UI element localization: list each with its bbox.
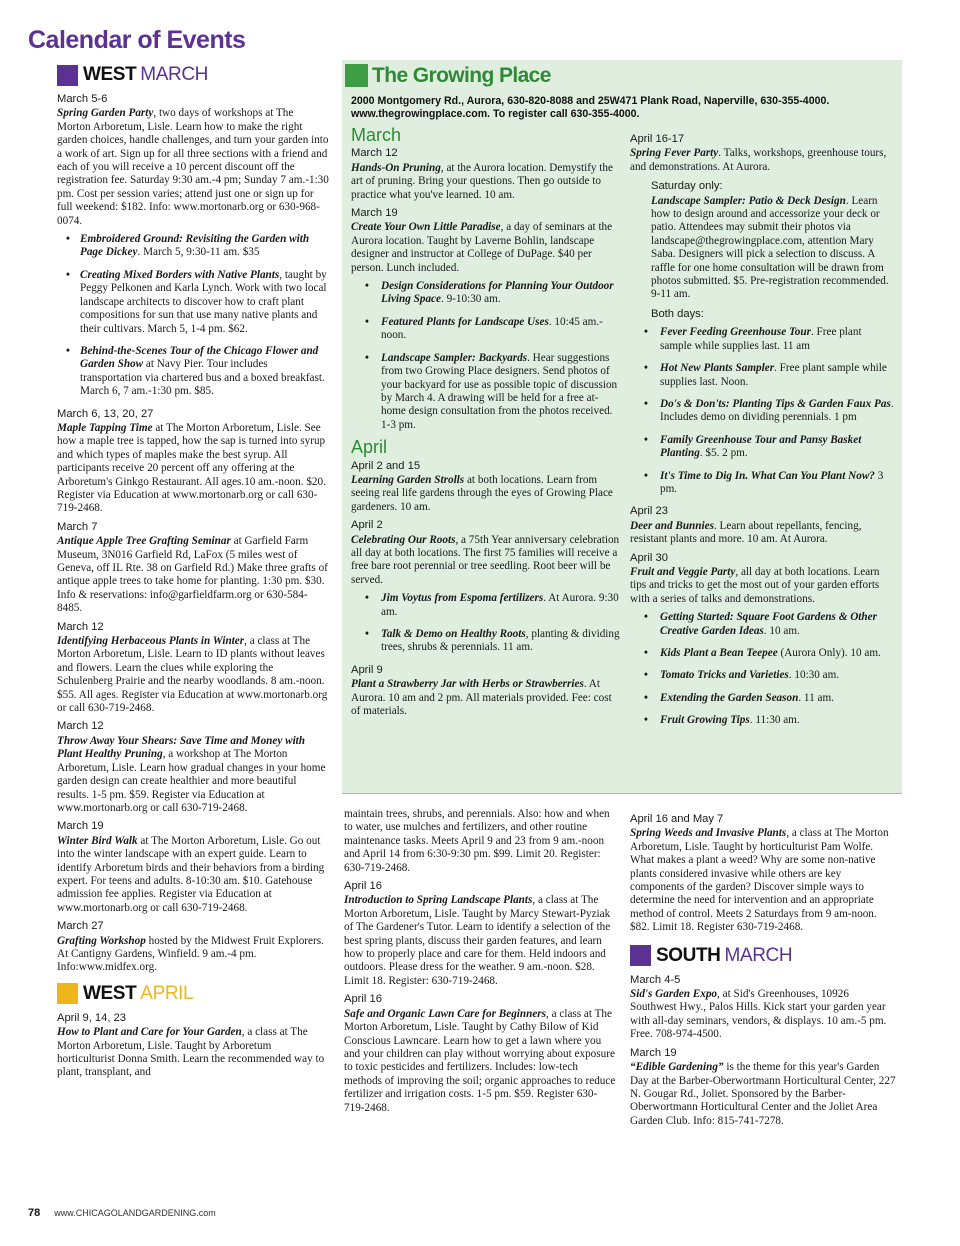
event-date: March 27 bbox=[57, 920, 104, 933]
section-region: SOUTH bbox=[656, 944, 721, 966]
event-date: April 2 bbox=[351, 519, 383, 532]
event-description bbox=[57, 1026, 329, 1080]
bullet-title: Jim Voytus from Espoma fertilizers bbox=[381, 592, 544, 605]
event-description bbox=[344, 894, 616, 988]
event-text: is the theme for this year's Garden Day at the Barber-Oberwortmann Horticultural Center, 227 N. Gougar Rd., Joliet. Sponsored by the Barber-Oberwortmann Horticultural Center and the Joliet Area Garden Club. Info: 815-741-7278. bbox=[630, 1061, 896, 1127]
event-title: Safe and Organic Lawn Care for Beginners bbox=[344, 1007, 547, 1020]
west-column bbox=[57, 62, 329, 1080]
growing-place-april-events bbox=[351, 460, 623, 719]
event-text: , a class at The Morton Arboretum, Lisle. Taught by Marcy Stewart-Pyziak of The Gardener's Tutor. Learn to identify a selection of the best spring plants, discuss their garden features, and learn how to properly place and care for them. Held indoors and outdoors. Please dress for the weather. 9 am.-noon. $28. Limit 18. Register: 630-719-2468. bbox=[344, 894, 611, 987]
growing-place-april-right-events bbox=[630, 133, 894, 174]
section-square-icon bbox=[630, 945, 651, 966]
event-text: , a day of seminars at the Aurora location. Taught by Laverne Bohlin, landscape designer and instructor at College of DuPage. $40 per person. Lunch included. bbox=[351, 221, 613, 274]
page-number: 78 bbox=[28, 1207, 41, 1219]
bullet-text: (Aurora Only). 10 am. bbox=[777, 647, 881, 659]
event-description bbox=[351, 162, 623, 202]
bullet-text: . Free plant sample while supplies last. 11 am bbox=[660, 326, 862, 352]
month-heading-april: April bbox=[351, 437, 388, 458]
bullet-title: Extending the Garden Season bbox=[660, 691, 799, 704]
event-date: March 7 bbox=[57, 520, 98, 533]
event-title: Celebrating Our Roots bbox=[351, 533, 456, 546]
bullet-item bbox=[630, 669, 894, 682]
west-april-events-continued bbox=[630, 813, 898, 935]
bullet-text: . 9-10:30 am. bbox=[440, 293, 501, 306]
bullet-title: Kids Plant a Bean Teepee bbox=[660, 647, 778, 659]
west-april-events bbox=[57, 1012, 329, 1080]
section-square-icon bbox=[57, 65, 78, 86]
bullet-item bbox=[351, 280, 623, 307]
event-description bbox=[351, 678, 623, 718]
middle-column bbox=[344, 808, 616, 1115]
event-text: . At Aurora. 10 am and 2 pm. All materials provided. Fee: cost of materials. bbox=[351, 678, 612, 718]
month-heading-march: March bbox=[351, 125, 402, 145]
bullet-item bbox=[630, 611, 894, 638]
event-description bbox=[57, 422, 329, 516]
bullet-item bbox=[351, 352, 623, 432]
event-title: Learning Garden Strolls bbox=[351, 473, 465, 486]
event-date: March 19 bbox=[57, 820, 104, 833]
event-title: Plant a Strawberry Jar with Herbs or Strawberries bbox=[351, 678, 584, 691]
bullet-item bbox=[630, 714, 894, 727]
event-bullet-list bbox=[351, 592, 623, 655]
south-march-events bbox=[630, 974, 898, 1128]
bullet-title: Creating Mixed Borders with Native Plants bbox=[80, 268, 280, 281]
event-text: maintain trees, shrubs, and perennials. Also: how and when to water, use mulches and fertilizers, and other routine maintenance tasks. Meets April 9 and 23 from 9 am.-noon and April 14 from 6:30-9:30 pm. $99. Limit 20. Register: 630-719-2468. bbox=[344, 808, 610, 874]
west-april-events-continued bbox=[344, 808, 616, 1115]
event-title: Create Your Own Little Paradise bbox=[351, 221, 501, 234]
event-title: Introduction to Spring Landscape Plants bbox=[344, 894, 533, 907]
saturday-event bbox=[651, 195, 894, 302]
growing-place-column-left bbox=[351, 127, 623, 718]
section-month: APRIL bbox=[140, 983, 194, 1005]
event-bullet-list bbox=[630, 611, 894, 727]
event-title: Identifying Herbaceous Plants in Winter bbox=[57, 635, 245, 648]
growing-place-title: The Growing Place bbox=[372, 64, 551, 87]
bullet-title: Family Greenhouse Tour and Pansy Basket Planting bbox=[660, 433, 862, 460]
bullet-item bbox=[630, 326, 894, 353]
event-description bbox=[57, 107, 329, 228]
bullet-item bbox=[57, 269, 329, 336]
event-date: April 16 bbox=[344, 880, 382, 893]
page-footer bbox=[28, 1207, 216, 1219]
event-text: at both locations. Learn from seeing real life gardens through the eyes of Growing Place gardeners. 10 am. bbox=[351, 473, 613, 513]
bullet-item bbox=[630, 362, 894, 389]
event-title: How to Plant and Care for Your Garden bbox=[57, 1026, 242, 1039]
event-date: April 9 bbox=[351, 663, 383, 676]
bullet-text: . 10 am. bbox=[763, 624, 800, 637]
event-title: “Edible Gardening” bbox=[630, 1061, 724, 1074]
event-description bbox=[344, 1008, 616, 1115]
bullet-text: , taught by Peggy Pelkonen and Karla Lynch. Work with two local landscape architects to discover how to craft plant compositions for sun that use many native plants and their cultivars. March 5, 1-4 pm. $62. bbox=[80, 268, 327, 335]
bullet-text: , planting & dividing trees, shrubs & perennials. 11 am. bbox=[381, 628, 620, 654]
event-description bbox=[630, 566, 894, 606]
event-description bbox=[57, 635, 329, 715]
bullet-title: Fruit Growing Tips bbox=[660, 714, 750, 727]
bullet-title: Fever Feeding Greenhouse Tour bbox=[660, 326, 811, 339]
bullet-text: . Hear suggestions from two Growing Place designers. Send photos of your backyard for use as possible topic of discussion by March 4. A drawing will be held for a free at-home design consultation from the photos received. 1-3 pm. bbox=[381, 351, 618, 431]
bullet-item bbox=[351, 592, 623, 619]
event-date: April 9, 14, 23 bbox=[57, 1011, 127, 1024]
event-title: Antique Apple Tree Grafting Seminar bbox=[57, 535, 231, 548]
event-title: Spring Fever Party bbox=[630, 147, 719, 160]
event-title: Spring Garden Party bbox=[57, 107, 154, 120]
bullet-title: Talk & Demo on Healthy Roots bbox=[381, 628, 526, 640]
bullet-title: Embroidered Ground: Revisiting the Garden with Page Dickey bbox=[80, 233, 310, 259]
event-title: Maple Tapping Time bbox=[57, 421, 153, 434]
event-date: April 30 bbox=[630, 551, 668, 564]
event-date: March 5-6 bbox=[57, 93, 108, 105]
bullet-item bbox=[630, 647, 894, 660]
bullet-item bbox=[630, 470, 894, 497]
west-march-events bbox=[57, 93, 329, 975]
bullet-text: . March 5, 9:30-11 am. $35 bbox=[137, 246, 260, 259]
event-text: , a class at The Morton Arboretum, Lisle. Taught by horticulturist Pam Wolfe. What makes a plant a weed? Why are some non-native plants considered invasive while others are key components of the garden? Discover simple ways to determine the need for intervention and an appropriate method of control. Meets 2 Saturdays from 9 am-noon. $82. Limit 18. Register 630-719-2468. bbox=[630, 827, 889, 934]
both-days-label: Both days: bbox=[651, 307, 704, 320]
bullet-text: 3 pm. bbox=[660, 469, 884, 495]
event-date: March 12 bbox=[351, 147, 398, 160]
event-description bbox=[57, 735, 329, 815]
bullet-title: Design Considerations for Planning Your Outdoor Living Space bbox=[381, 280, 614, 306]
event-title: Deer and Bunnies bbox=[630, 519, 714, 532]
event-title: Winter Bird Walk bbox=[57, 834, 138, 847]
event-description bbox=[630, 520, 894, 547]
event-description bbox=[57, 835, 329, 915]
event-description bbox=[57, 935, 329, 975]
event-date: April 16-17 bbox=[630, 133, 685, 145]
bullet-text: . 10:45 am.-noon. bbox=[381, 315, 603, 342]
event-text: , all day at both locations. Learn tips and tricks to get the most out of your garden efforts with a series of talks and demonstrations. bbox=[630, 565, 880, 605]
event-text: hosted by the Midwest Fruit Explorers. At Cantigny Gardens, Winfield. 9 am.-4 pm. Info:www.midfex.org. bbox=[57, 934, 324, 974]
event-title: Hands-On Pruning bbox=[351, 161, 441, 174]
event-date: April 23 bbox=[630, 505, 668, 518]
bullet-title: Do's & Don'ts: Planting Tips & Garden Faux Pas bbox=[660, 397, 891, 410]
west-april-header bbox=[57, 981, 329, 1007]
growing-place-march-events bbox=[351, 147, 623, 432]
event-description bbox=[344, 808, 616, 875]
bullet-title: Featured Plants for Landscape Uses bbox=[381, 315, 549, 328]
event-bullet-list bbox=[351, 280, 623, 432]
event-date: March 12 bbox=[57, 720, 104, 733]
bullet-title: Landscape Sampler: Backyards bbox=[381, 351, 528, 364]
event-description bbox=[351, 221, 623, 275]
event-description bbox=[630, 827, 898, 934]
section-month: MARCH bbox=[140, 64, 208, 86]
bullet-item bbox=[630, 434, 894, 461]
section-square-icon bbox=[57, 983, 78, 1004]
section-square-icon bbox=[345, 64, 368, 87]
bullet-text: at Navy Pier. Tour includes transportation via chartered bus and a boxed breakfast. March 6, 7 am.-1:30 pm. $85. bbox=[80, 358, 325, 398]
bullet-title: Behind-the-Scenes Tour of the Chicago Flower and Garden Show bbox=[80, 344, 319, 371]
event-date: March 6, 13, 20, 27 bbox=[57, 407, 154, 420]
event-text: , a 75th Year anniversary celebration all day at both locations. The first 75 families will receive a free bare root perennial or tree seedling. Root beer will be served. bbox=[351, 533, 620, 586]
event-text: . Learn how to design around and accessorize your deck or patio. Attendees may submit their photos via landscape@thegrowingplace.com, attention Mary Saba. Designers will pick a selection to discuss. A raffle for one home consultation will be drawn from photos submitted. $5. Pre-registration recommended. 9-11 am. bbox=[651, 194, 889, 301]
event-date: March 12 bbox=[57, 620, 104, 633]
growing-place-april-right-more bbox=[630, 505, 894, 727]
growing-place-box bbox=[342, 60, 902, 794]
event-description bbox=[351, 474, 623, 514]
saturday-only-label: Saturday only: bbox=[651, 180, 723, 193]
bullet-item bbox=[351, 316, 623, 343]
west-march-header bbox=[57, 62, 329, 88]
south-march-header bbox=[630, 943, 898, 969]
event-text: , at Sid's Greenhouses, 10926 Southwest Hwy., Palos Hills. Kick start your garden year with all-day seminars, vendors, & displays. 10 am.-5 pm. Free. 708-974-4500. bbox=[630, 988, 887, 1041]
bullet-text: . Includes demo on dividing perennials. 1 pm bbox=[660, 397, 894, 424]
bullet-item bbox=[57, 345, 329, 399]
bullet-item bbox=[630, 692, 894, 705]
bullet-title: Tomato Tricks and Varieties bbox=[660, 669, 789, 682]
event-date: April 16 and May 7 bbox=[630, 813, 724, 825]
bullet-text: . 11:30 am. bbox=[749, 714, 800, 727]
page-title: Calendar of Events bbox=[28, 26, 246, 54]
event-title: Landscape Sampler: Patio & Deck Design bbox=[651, 194, 846, 207]
bullet-item bbox=[630, 398, 894, 425]
right-column bbox=[630, 808, 898, 1128]
bullet-text: . $5. 2 pm. bbox=[699, 447, 748, 460]
growing-place-column-right bbox=[630, 128, 894, 737]
event-description bbox=[57, 535, 329, 615]
event-text: at The Morton Arboretum, Lisle. See how a maple tree is tapped, how the sap is turned into syrup and which types of maples make the best syrup. All participants receive 20 percent off any offering at the Arboretum's Ginkgo Restaurant. All ages.10 am.-noon. $20. Register via Education at www.mortonarb.org or call 630-719-2468. bbox=[57, 421, 326, 515]
growing-place-address: 2000 Montgomery Rd., Aurora, 630-820-8088 and 25W471 Plank Road, Naperville, 630-355-4000. www.thegrowingplace.com. To register call 630-355-4000. bbox=[351, 95, 830, 120]
event-bullet-list bbox=[57, 233, 329, 398]
event-text: at Garfield Farm Museum, 3N016 Garfield Rd, LaFox (5 miles west of Geneva, off IL Rte. 38 on Garfield Rd.) Make three grafts of antique apple trees to take home for planting. 1:30 pm. $30. Info & reservations: info@garfieldfarm.org or 630-584-8485. bbox=[57, 535, 328, 615]
event-description bbox=[630, 988, 898, 1042]
event-text: , a class at The Morton Arboretum, Lisle. Taught by Cathy Bilow of Kid Conscious Lawncare. Learn how to get a lawn where you and your children can play without worrying about exposure to toxic pesticides and fertilizers. Includes: low-tech methods of improving the soil; organic approaches to reduce fertilizer and irrigation costs. 1-5 pm. $59. Register 630-719-2468. bbox=[344, 1007, 616, 1114]
bullet-text: . Free plant sample while supplies last. Noon. bbox=[660, 362, 887, 388]
event-text: , a class at The Morton Arboretum, Lisle. Taught by Arboretum horticulturist Donna Smith. Learn the recommended way to plant, transplant, and bbox=[57, 1026, 325, 1079]
website-link[interactable]: www.CHICAGOLANDGARDENING.com bbox=[54, 1208, 216, 1218]
event-text: , a workshop at The Morton Arboretum, Lisle. Learn how gradual changes in your home garden design can create healthier and more beautiful results. 1-5 pm. $59. Register via Education at www.mortonarb.org or call 630-719-2468. bbox=[57, 748, 326, 814]
bullet-text: . 11 am. bbox=[798, 691, 834, 704]
event-title: Grafting Workshop bbox=[57, 934, 146, 947]
section-region: WEST bbox=[83, 983, 137, 1005]
event-date: March 4-5 bbox=[630, 973, 681, 986]
event-text: . Talks, workshops, greenhouse tours, and demonstrations. At Aurora. bbox=[630, 147, 887, 173]
bullet-title: Hot New Plants Sampler bbox=[660, 362, 775, 375]
event-text: , two days of workshops at The Morton Arboretum, Lisle. Learn how to make the right garden choices, handle challenges, and turn your garden into a work of art. Sign up for all three sections with a friend and each of you will receive a 10 percent discount off the registration fee. Saturday 9:30 am.-4 pm; Sunday 7 am.-1:30 pm. Cost per session varies; attend just one or sign up for full weekend: $182. Info: www.mortonarb.org or 630-968-0074. bbox=[57, 107, 329, 227]
bullet-item bbox=[57, 233, 329, 260]
event-text: , a class at The Morton Arboretum, Lisle. Learn to ID plants without leaves and flowers. Learn the clues while exploring the Schulenberg Prairie and the nearby woodlands. 8 am.-noon. $55. All ages. Register via Education at www.mortonarb.org or call 630-719-2468. bbox=[57, 635, 328, 715]
event-title: Sid's Garden Expo bbox=[630, 988, 718, 1001]
event-text: at The Morton Arboretum, Lisle. Go out into the winter landscape with an expert guide. Learn to identify Arboretum birds and their behaviors from a birding expert. For teens and adults. 8-10:30 am. $10. Gatehouse admission fee applies. Register via Education at www.mortonarb.org or call 630-719-2468. bbox=[57, 834, 325, 914]
event-title: Fruit and Veggie Party bbox=[630, 565, 736, 578]
bullet-title: Getting Started: Square Foot Gardens & Other Creative Garden Ideas bbox=[660, 611, 877, 637]
event-text: , at the Aurora location. Demystify the art of pruning. Bring your questions. Then go outside to practice what you've learned. 10 am. bbox=[351, 161, 613, 201]
event-text: . Learn about repellants, fencing, resistant plants and more. 10 am. At Aurora. bbox=[630, 519, 862, 546]
bullet-text: . At Aurora. 9:30 am. bbox=[381, 592, 619, 618]
growing-place-header bbox=[342, 60, 902, 96]
section-month: MARCH bbox=[724, 944, 793, 966]
event-date: April 2 and 15 bbox=[351, 459, 421, 472]
event-title: Spring Weeds and Invasive Plants bbox=[630, 827, 787, 840]
event-date: March 19 bbox=[630, 1046, 677, 1059]
bullet-item bbox=[351, 628, 623, 655]
event-date: April 16 bbox=[344, 993, 382, 1006]
bullet-text: . 10:30 am. bbox=[788, 669, 840, 682]
bullet-title: It's Time to Dig In. What Can You Plant Now? bbox=[660, 469, 875, 482]
event-title: Throw Away Your Shears: Save Time and Money with Plant Healthy Pruning bbox=[57, 734, 306, 761]
event-description bbox=[630, 1061, 898, 1128]
section-region: WEST bbox=[83, 64, 137, 86]
event-description bbox=[630, 147, 894, 174]
event-description bbox=[351, 534, 623, 588]
both-days-list bbox=[630, 326, 894, 496]
event-date: March 19 bbox=[351, 207, 398, 220]
